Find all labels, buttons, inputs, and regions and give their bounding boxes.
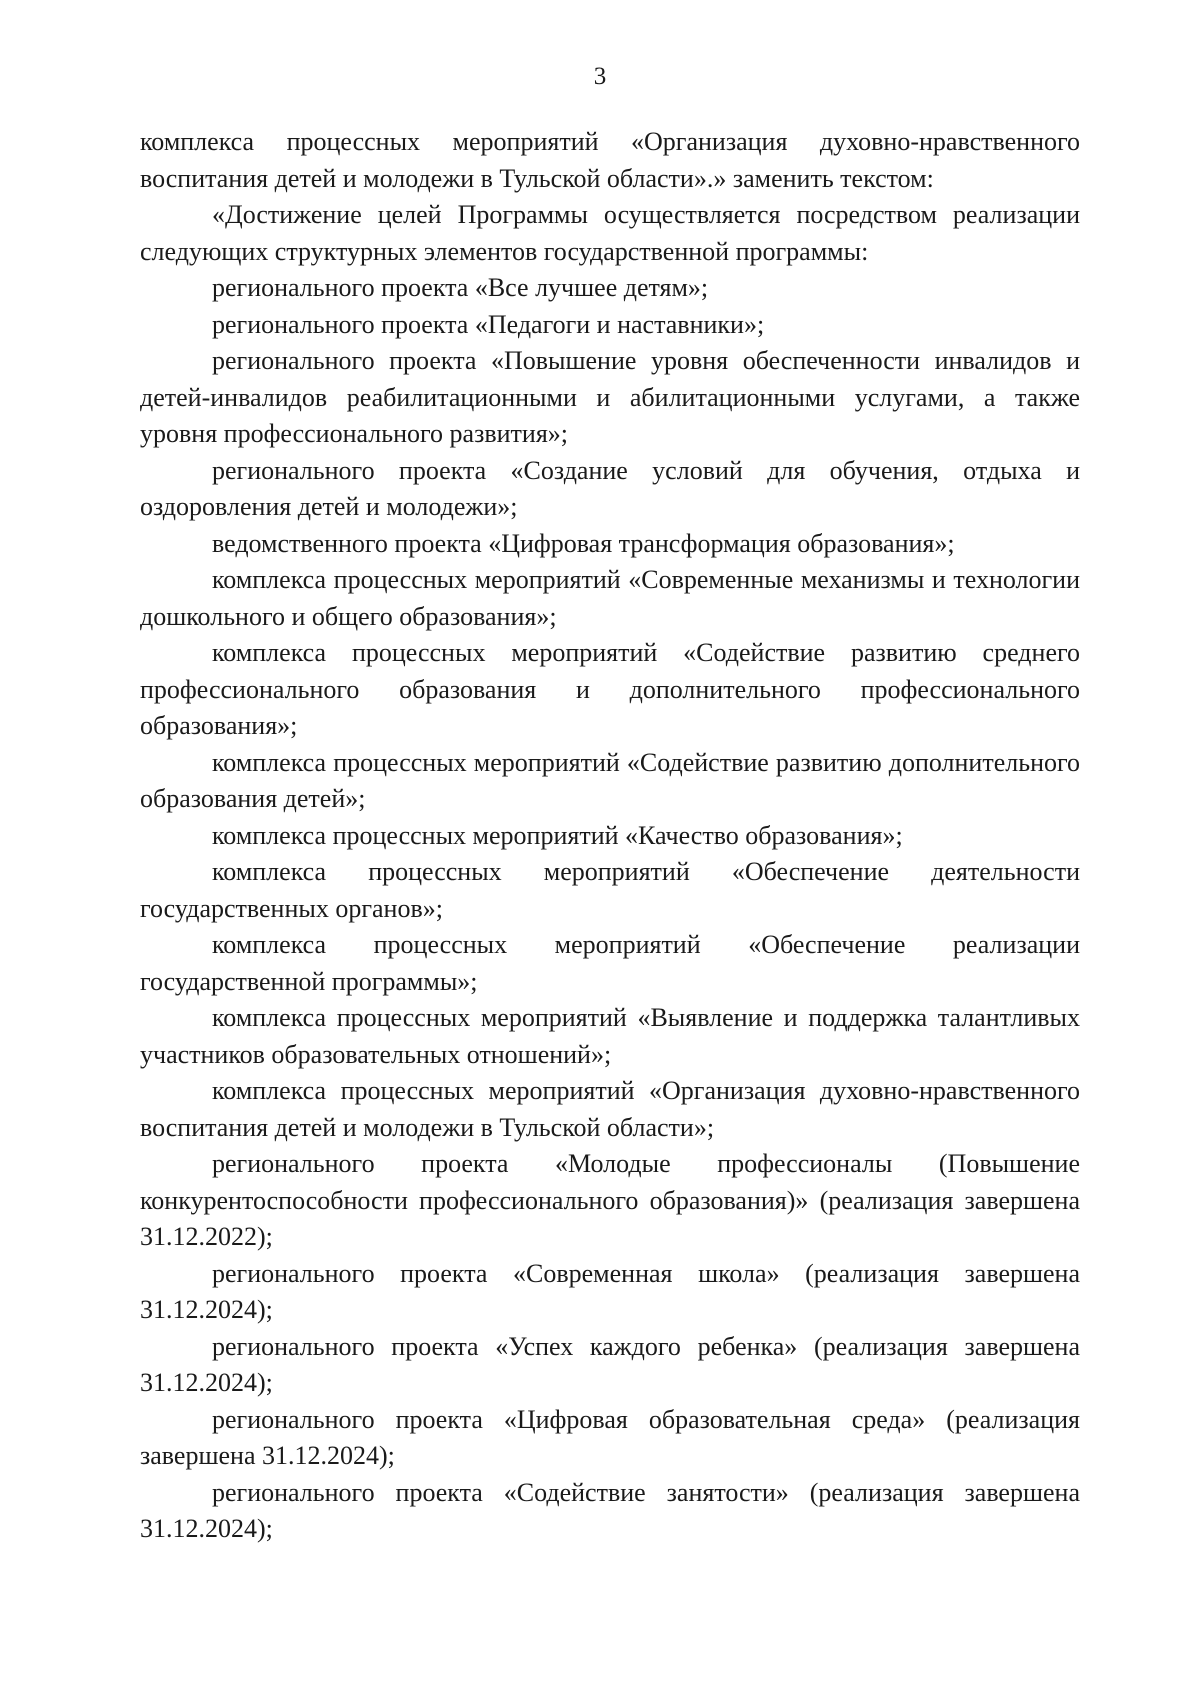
list-item: комплекса процессных мероприятий «Организация духовно-нравственного воспитания детей и молодежи в Тульской области»; — [140, 1076, 1080, 1142]
paragraph-replacement-start: «Достижение целей Программы осуществляется посредством реализации следующих структурных элементов государственной программы: — [140, 200, 1080, 266]
list-item: регионального проекта «Цифровая образовательная среда» (реализация завершена 31.12.2024); — [140, 1404, 1080, 1470]
list-item: комплекса процессных мероприятий «Содействие развитию среднего профессионального образования и дополнительного профессионального образования»; — [140, 638, 1080, 740]
page-number: 3 — [593, 63, 607, 90]
list-item: регионального проекта «Повышение уровня обеспеченности инвалидов и детей-инвалидов реабилитационными и абилитационными услугами, а также уровня профессионального развития»; — [140, 346, 1080, 448]
document-body — [140, 124, 1080, 1548]
list-item: регионального проекта «Содействие занятости» (реализация завершена 31.12.2024); — [140, 1477, 1080, 1543]
list-item: комплекса процессных мероприятий «Качество образования»; — [212, 820, 903, 850]
list-item: регионального проекта «Успех каждого ребенка» (реализация завершена 31.12.2024); — [140, 1331, 1080, 1397]
list-item: регионального проекта «Педагоги и наставники»; — [212, 309, 765, 339]
list-item: регионального проекта «Все лучшее детям»; — [212, 273, 709, 302]
list-item: комплекса процессных мероприятий «Обеспечение деятельности государственных органов»; — [140, 857, 1080, 923]
list-item: комплекса процессных мероприятий «Содействие развитию дополнительного образования детей»; — [140, 747, 1080, 813]
list-item: регионального проекта «Молодые профессионалы (Повышение конкурентоспособности профессионального образования)» (реализация завершена 31.12.2022); — [140, 1149, 1080, 1251]
list-item: ведомственного проекта «Цифровая трансформация образования»; — [212, 528, 955, 558]
list-item: комплекса процессных мероприятий «Выявление и поддержка талантливых участников образовательных отношений»; — [140, 1003, 1080, 1069]
list-item: регионального проекта «Современная школа» (реализация завершена 31.12.2024); — [140, 1258, 1080, 1324]
paragraph-intro-continuation: комплекса процессных мероприятий «Организация духовно-нравственного воспитания детей и молодежи в Тульской области».» заменить текстом: — [140, 127, 1080, 193]
list-item: комплекса процессных мероприятий «Современные механизмы и технологии дошкольного и общего образования»; — [140, 565, 1080, 631]
list-item: комплекса процессных мероприятий «Обеспечение реализации государственной программы»; — [140, 930, 1080, 996]
list-item: регионального проекта «Создание условий для обучения, отдыха и оздоровления детей и молодежи»; — [140, 455, 1080, 521]
